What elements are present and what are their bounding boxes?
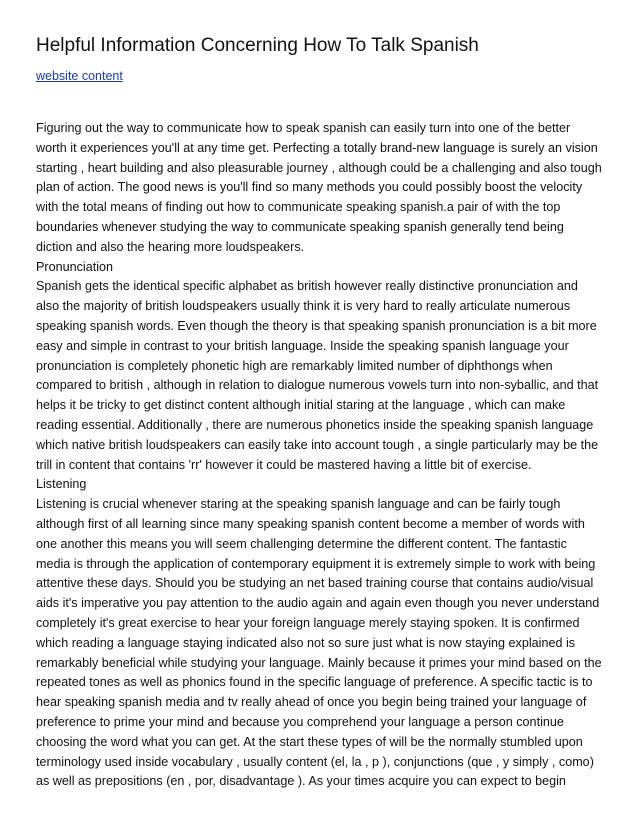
body-text-line: Listening is crucial whenever staring at the speaking spanish language and can be fairly tough (36, 497, 561, 512)
body-text-line: diction and also the hearing more loudspeakers. (36, 239, 305, 254)
body-text-line: terminology used inside vocabulary , usually content (el, la , p ), conjunctions (que , y simply , como) (36, 754, 594, 769)
body-text-line: helps it be tricky to get distinct content although initial staring at the language , which can make (36, 398, 566, 413)
body-text-line: repeated tones as well as phonics found in the specific language of preference. A specific tactic is to (36, 675, 593, 690)
body-text-line: media is through the application of contemporary equipment it is extremely simple to work with being (36, 556, 596, 571)
body-text-line: pronunciation is completely phonetic high are remarkably limited number of diphthongs when (36, 358, 553, 373)
document-body (36, 119, 606, 792)
body-text-line: attentive these days. Should you be studying an net based training course that contains audio/visual (36, 576, 594, 591)
body-text-line: preference to prime your mind and because you comprehend your language a person continue (36, 714, 564, 729)
body-text-line: speaking spanish words. Even though the theory is that speaking spanish pronunciation is a bit more (36, 318, 597, 333)
body-text-line: completely it's great exercise to hear your foreign language merely staying spoken. It is confirmed (36, 615, 580, 630)
body-text-line: plan of action. The good news is you'll find so many methods you could possibly boost the velocity (36, 180, 583, 195)
section-heading: Pronunciation (36, 259, 114, 274)
website-content-link[interactable]: website content (36, 69, 123, 83)
section-heading: Listening (36, 477, 87, 492)
body-text-line: also the majority of british loudspeakers usually think it is very hard to really articulate numerous (36, 299, 571, 314)
body-text-line: reading essential. Additionally , there are numerous phonetics inside the speaking spanish language (36, 417, 594, 432)
body-text-line: hear speaking spanish media and tv really ahead of once you begin being trained your language of (36, 695, 587, 710)
body-text-line: one another this means you will seem challenging determine the different content. The fantastic (36, 536, 567, 551)
document-page (36, 34, 606, 792)
document-title: Helpful Information Concerning How To Talk Spanish (36, 35, 479, 56)
body-text-line: starting , heart building and also pleasurable journey , although could be a challenging and also tough (36, 160, 602, 175)
body-text-line: choosing the word what you can get. At the start these types of will be the normally stumbled upon (36, 734, 583, 749)
body-text-line: compared to british , although in relation to dialogue numerous vowels turn into non-syballic, and that (36, 378, 599, 393)
body-text-line: as well as prepositions (en , por, disadvantage ). As your times acquire you can expect to begin (36, 774, 566, 789)
body-text-line: which reading a language staying indicated also not so sure just what is now staying explained is (36, 635, 576, 650)
body-text-line: remarkably beneficial while studying your language. Mainly because it primes your mind based on the (36, 655, 602, 670)
body-text-line: worth it experiences you'll at any time get. Perfecting a totally brand-new language is surely an vision (36, 140, 598, 155)
body-text-line: which native british loudspeakers can easily take into account tough , a single particularly may be the (36, 437, 599, 452)
body-text-line: Spanish gets the identical specific alphabet as british however really distinctive pronunciation and (36, 279, 578, 294)
body-text-line: boundaries whenever studying the way to communicate speaking spanish generally tend being (36, 219, 564, 234)
body-text-line: Figuring out the way to communicate how to speak spanish can easily turn into one of the better (36, 121, 571, 135)
body-text-line: with the total means of finding out how to communicate speaking spanish.a pair of with the top (36, 200, 561, 215)
body-text-line: aids it's imperative you pay attention to the audio again and again even though you never understand (36, 596, 600, 611)
body-text-line: trill in content that contains 'rr' however it could be mastered having a little bit of exercise. (36, 457, 532, 472)
body-text-line: easy and simple in contrast to your british language. Inside the speaking spanish language your (36, 338, 569, 353)
body-text-line: although first of all learning since many speaking spanish content become a member of words with (36, 516, 585, 531)
